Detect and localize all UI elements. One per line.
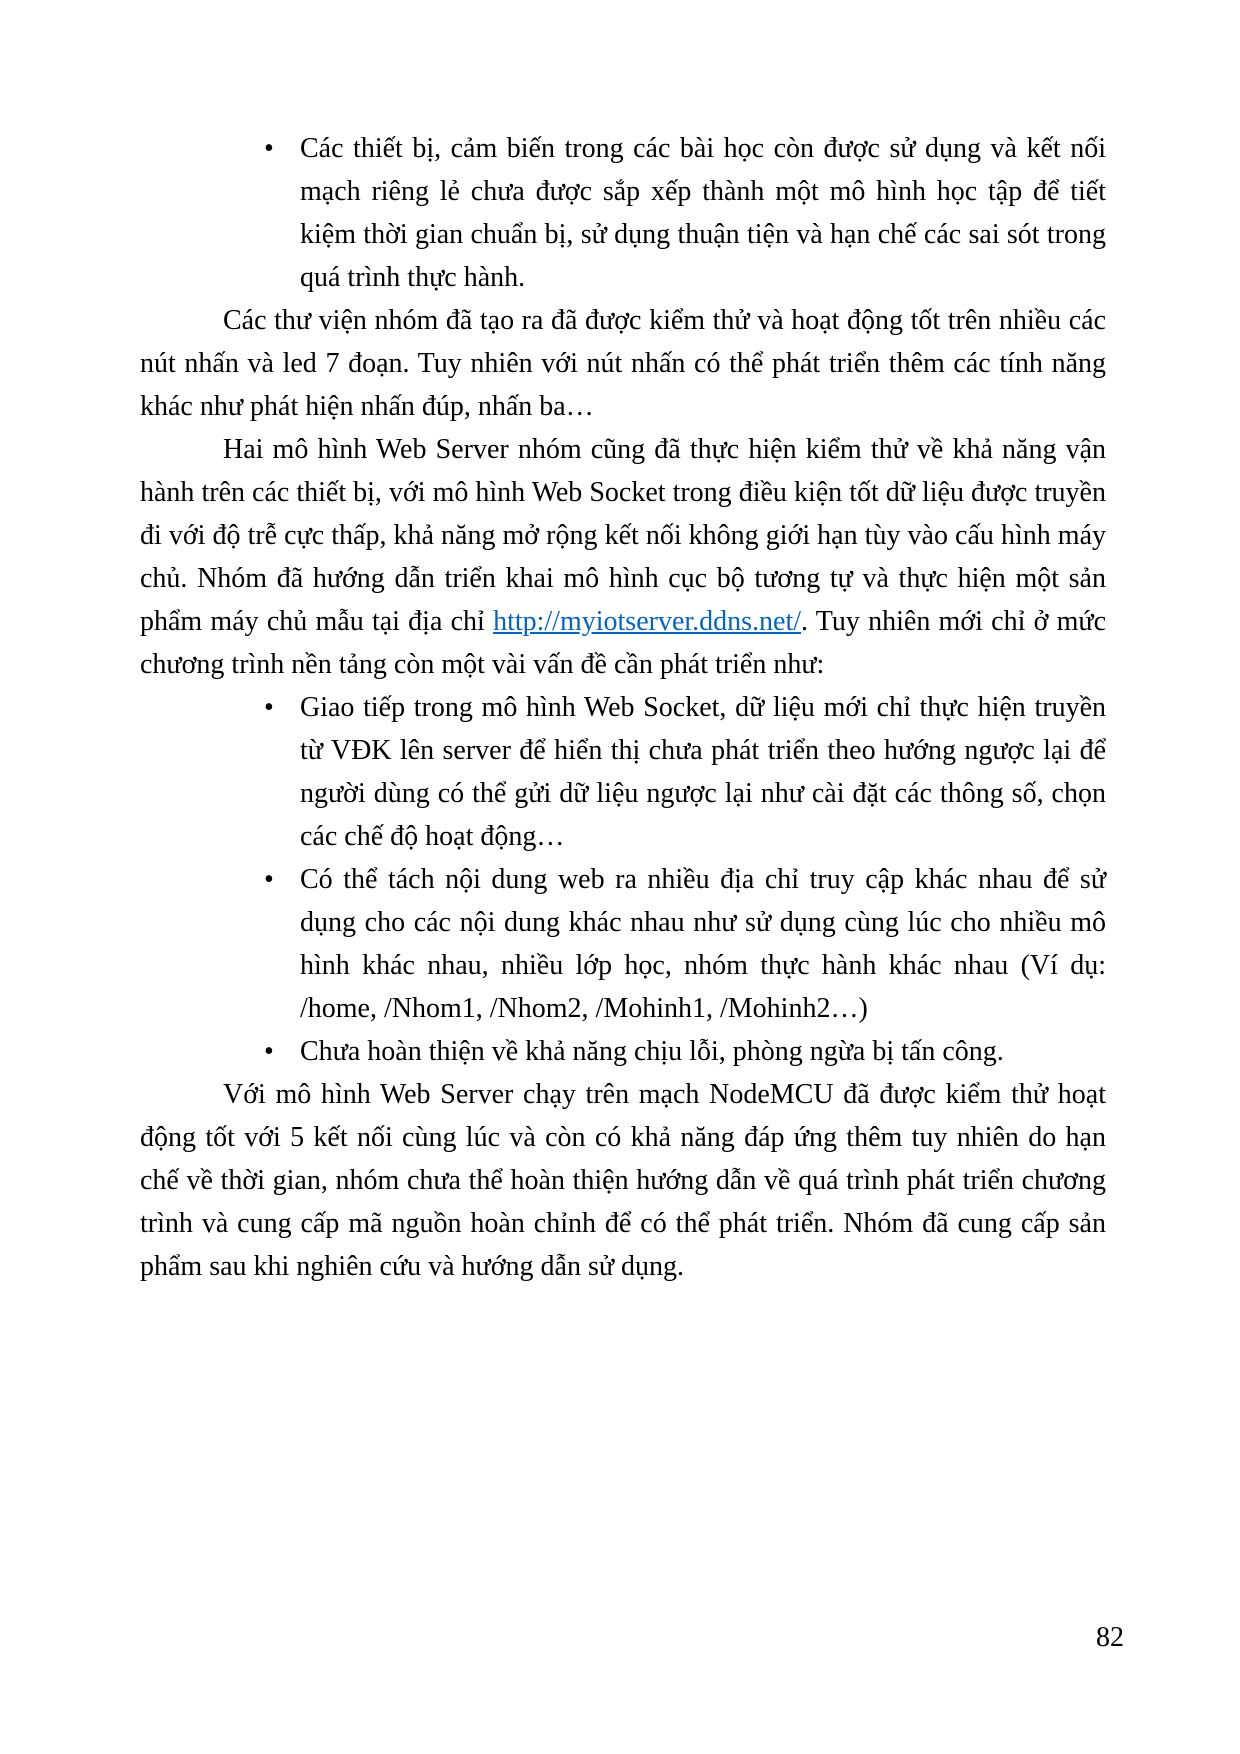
bullet-icon: •	[264, 864, 274, 895]
paragraph-webserver	[140, 428, 1106, 686]
list-item	[140, 858, 1106, 1030]
page-content	[140, 127, 1106, 1288]
list-item-text: Các thiết bị, cảm biến trong các bài học còn được sử dụng và kết nối mạch riêng lẻ chưa được sắp xếp thành một mô hình học tập để tiết kiệm thời gian chuẩn bị, sử dụng thuận tiện và hạn chế các sai sót trong quá trình thực hành.	[300, 133, 1106, 293]
list-item	[140, 686, 1106, 858]
page-number: 82	[1096, 1622, 1124, 1653]
paragraph-libraries: Các thư viện nhóm đã tạo ra đã được kiểm thử và hoạt động tốt trên nhiều các nút nhấn và led 7 đoạn. Tuy nhiên với nút nhấn có thể phát triển thêm các tính năng khác như phát hiện nhấn đúp, nhấn ba…	[140, 305, 1106, 422]
list-item	[140, 127, 1106, 299]
list-item	[140, 1030, 1106, 1073]
myiotserver-link[interactable]: http://myiotserver.ddns.net/	[493, 606, 802, 637]
paragraph-text: Hai mô hình Web Server nhóm cũng đã thực hiện kiểm thử về khả năng vận hành trên các thiết bị, với mô hình Web Socket trong điều kiện tốt dữ liệu được truyền đi với độ trễ cực thấp, khả năng mở rộng kết nối không giới hạn tùy vào cấu hình máy chủ. Nhóm đã hướng dẫn triển khai mô hình cục bộ tương tự và thực hiện một sản phẩm máy chủ mẫu tại địa chỉ	[140, 434, 1106, 637]
bullet-icon: •	[264, 133, 274, 164]
paragraph-nodemcu: Với mô hình Web Server chạy trên mạch NodeMCU đã được kiểm thử hoạt động tốt với 5 kết nối cùng lúc và còn có khả năng đáp ứng thêm tuy nhiên do hạn chế về thời gian, nhóm chưa thể hoàn thiện hướng dẫn về quá trình phát triển chương trình và cung cấp mã nguồn hoàn chỉnh để có thể phát triển. Nhóm đã cung cấp sản phẩm sau khi nghiên cứu và hướng dẫn sử dụng.	[140, 1079, 1106, 1282]
list-item-text: Chưa hoàn thiện về khả năng chịu lỗi, phòng ngừa bị tấn công.	[300, 1036, 1004, 1067]
list-item-text: Giao tiếp trong mô hình Web Socket, dữ liệu mới chỉ thực hiện truyền từ VĐK lên server để hiển thị chưa phát triển theo hướng ngược lại để người dùng có thể gửi dữ liệu ngược lại như cài đặt các thông số, chọn các chế độ hoạt động…	[300, 692, 1106, 852]
list-item-text: Có thể tách nội dung web ra nhiều địa chỉ truy cập khác nhau để sử dụng cho các nội dung khác nhau như sử dụng cùng lúc cho nhiều mô hình khác nhau, nhiều lớp học, nhóm thực hành khác nhau (Ví dụ: /home, /Nhom1, /Nhom2, /Mohinh1, /Mohinh2…)	[300, 864, 1106, 1024]
paragraph-text: . Tuy nhiên mới chỉ ở mức chương trình nền tảng còn một vài vấn đề cần phát triển như:	[140, 606, 1106, 680]
bullet-icon: •	[264, 692, 274, 723]
bullet-icon: •	[264, 1036, 274, 1067]
